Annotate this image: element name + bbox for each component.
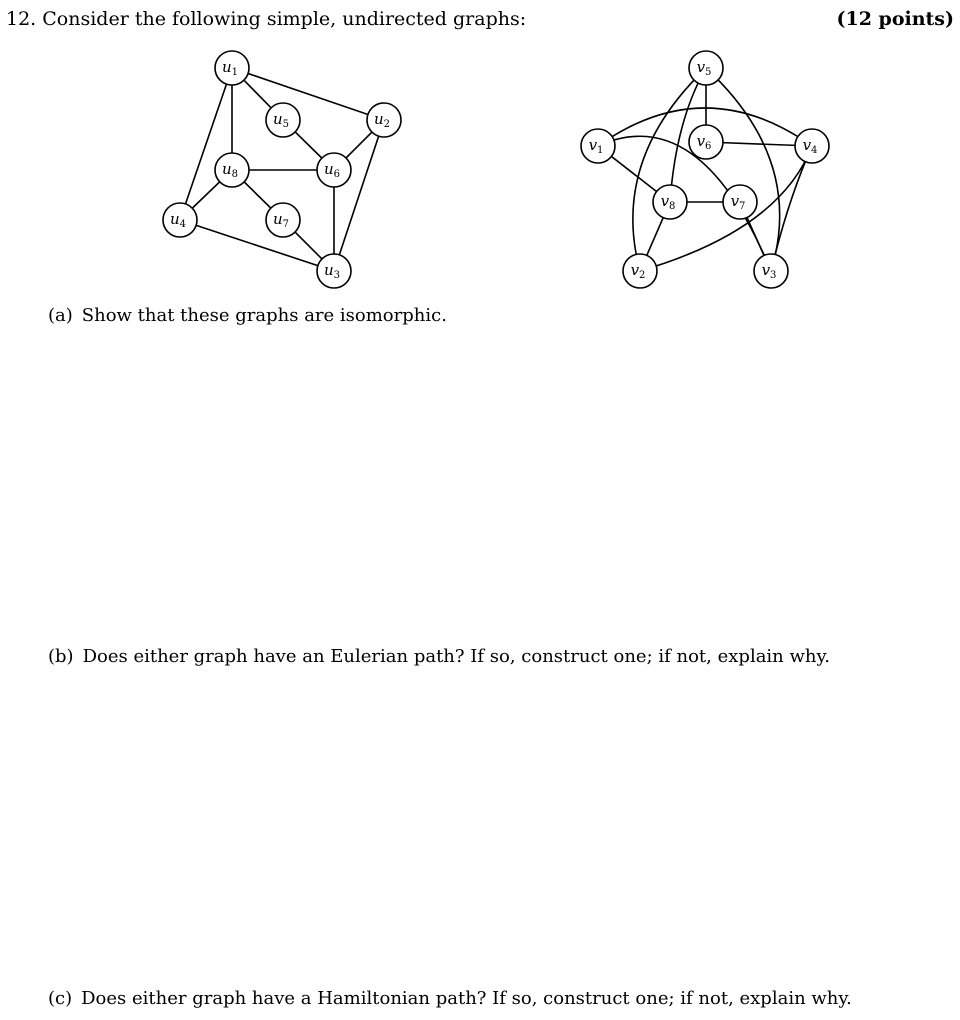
vertex-label: $v_5$ (696, 58, 712, 78)
graph-v-nodes (581, 51, 829, 288)
vertex-v5 (689, 51, 723, 85)
vertex-v8 (653, 185, 687, 219)
vertex-v6 (689, 125, 723, 159)
edge-v2-v5 (633, 68, 706, 271)
edge-u1-u4 (180, 68, 232, 220)
problem-number: 12. (6, 8, 37, 30)
vertex-label: $v_6$ (696, 132, 712, 152)
vertex-u6 (317, 153, 351, 187)
edge-v3-v4 (771, 146, 812, 271)
vertex-u2 (367, 103, 401, 137)
vertex-label: $u_7$ (272, 210, 290, 230)
vertex-label: $u_1$ (221, 58, 239, 78)
edge-u1-u2 (232, 68, 384, 120)
vertex-u8 (215, 153, 249, 187)
vertex-label: $v_1$ (588, 136, 604, 156)
vertex-u1 (215, 51, 249, 85)
graph-u-edges (180, 68, 384, 271)
vertex-label: $v_2$ (630, 261, 646, 281)
vertex-u4 (163, 203, 197, 237)
part-b-question: (b) Does either graph have an Eulerian path? If so, construct one; if not, explain why. (48, 646, 830, 667)
vertex-label: $v_7$ (730, 192, 746, 212)
vertex-label: $u_4$ (169, 210, 187, 230)
points-label: (12 points) (836, 8, 954, 30)
vertex-label: $u_5$ (272, 110, 290, 130)
vertex-v3 (754, 254, 788, 288)
vertex-label: $u_3$ (323, 261, 341, 281)
edge-u4-u3 (180, 220, 334, 271)
vertex-u3 (317, 254, 351, 288)
vertex-label: $u_2$ (373, 110, 391, 130)
vertex-label: $u_6$ (323, 160, 341, 180)
vertex-label: $u_8$ (221, 160, 239, 180)
vertex-label: $v_3$ (761, 261, 777, 281)
graph-figures (0, 0, 960, 300)
vertex-label: $v_8$ (660, 192, 676, 212)
vertex-u5 (266, 103, 300, 137)
vertex-v1 (581, 129, 615, 163)
vertex-u7 (266, 203, 300, 237)
problem-prompt: Consider the following simple, undirected graphs: (42, 8, 527, 30)
part-c-question: (c) Does either graph have a Hamiltonian path? If so, construct one; if not, explain why. (48, 988, 852, 1009)
edge-u2-u3 (334, 120, 384, 271)
vertex-v4 (795, 129, 829, 163)
part-a-question: (a) Show that these graphs are isomorphic. (48, 305, 447, 326)
vertex-label: $v_4$ (802, 136, 818, 156)
vertex-v7 (723, 185, 757, 219)
vertex-v2 (623, 254, 657, 288)
graph-v-edges (598, 68, 812, 271)
